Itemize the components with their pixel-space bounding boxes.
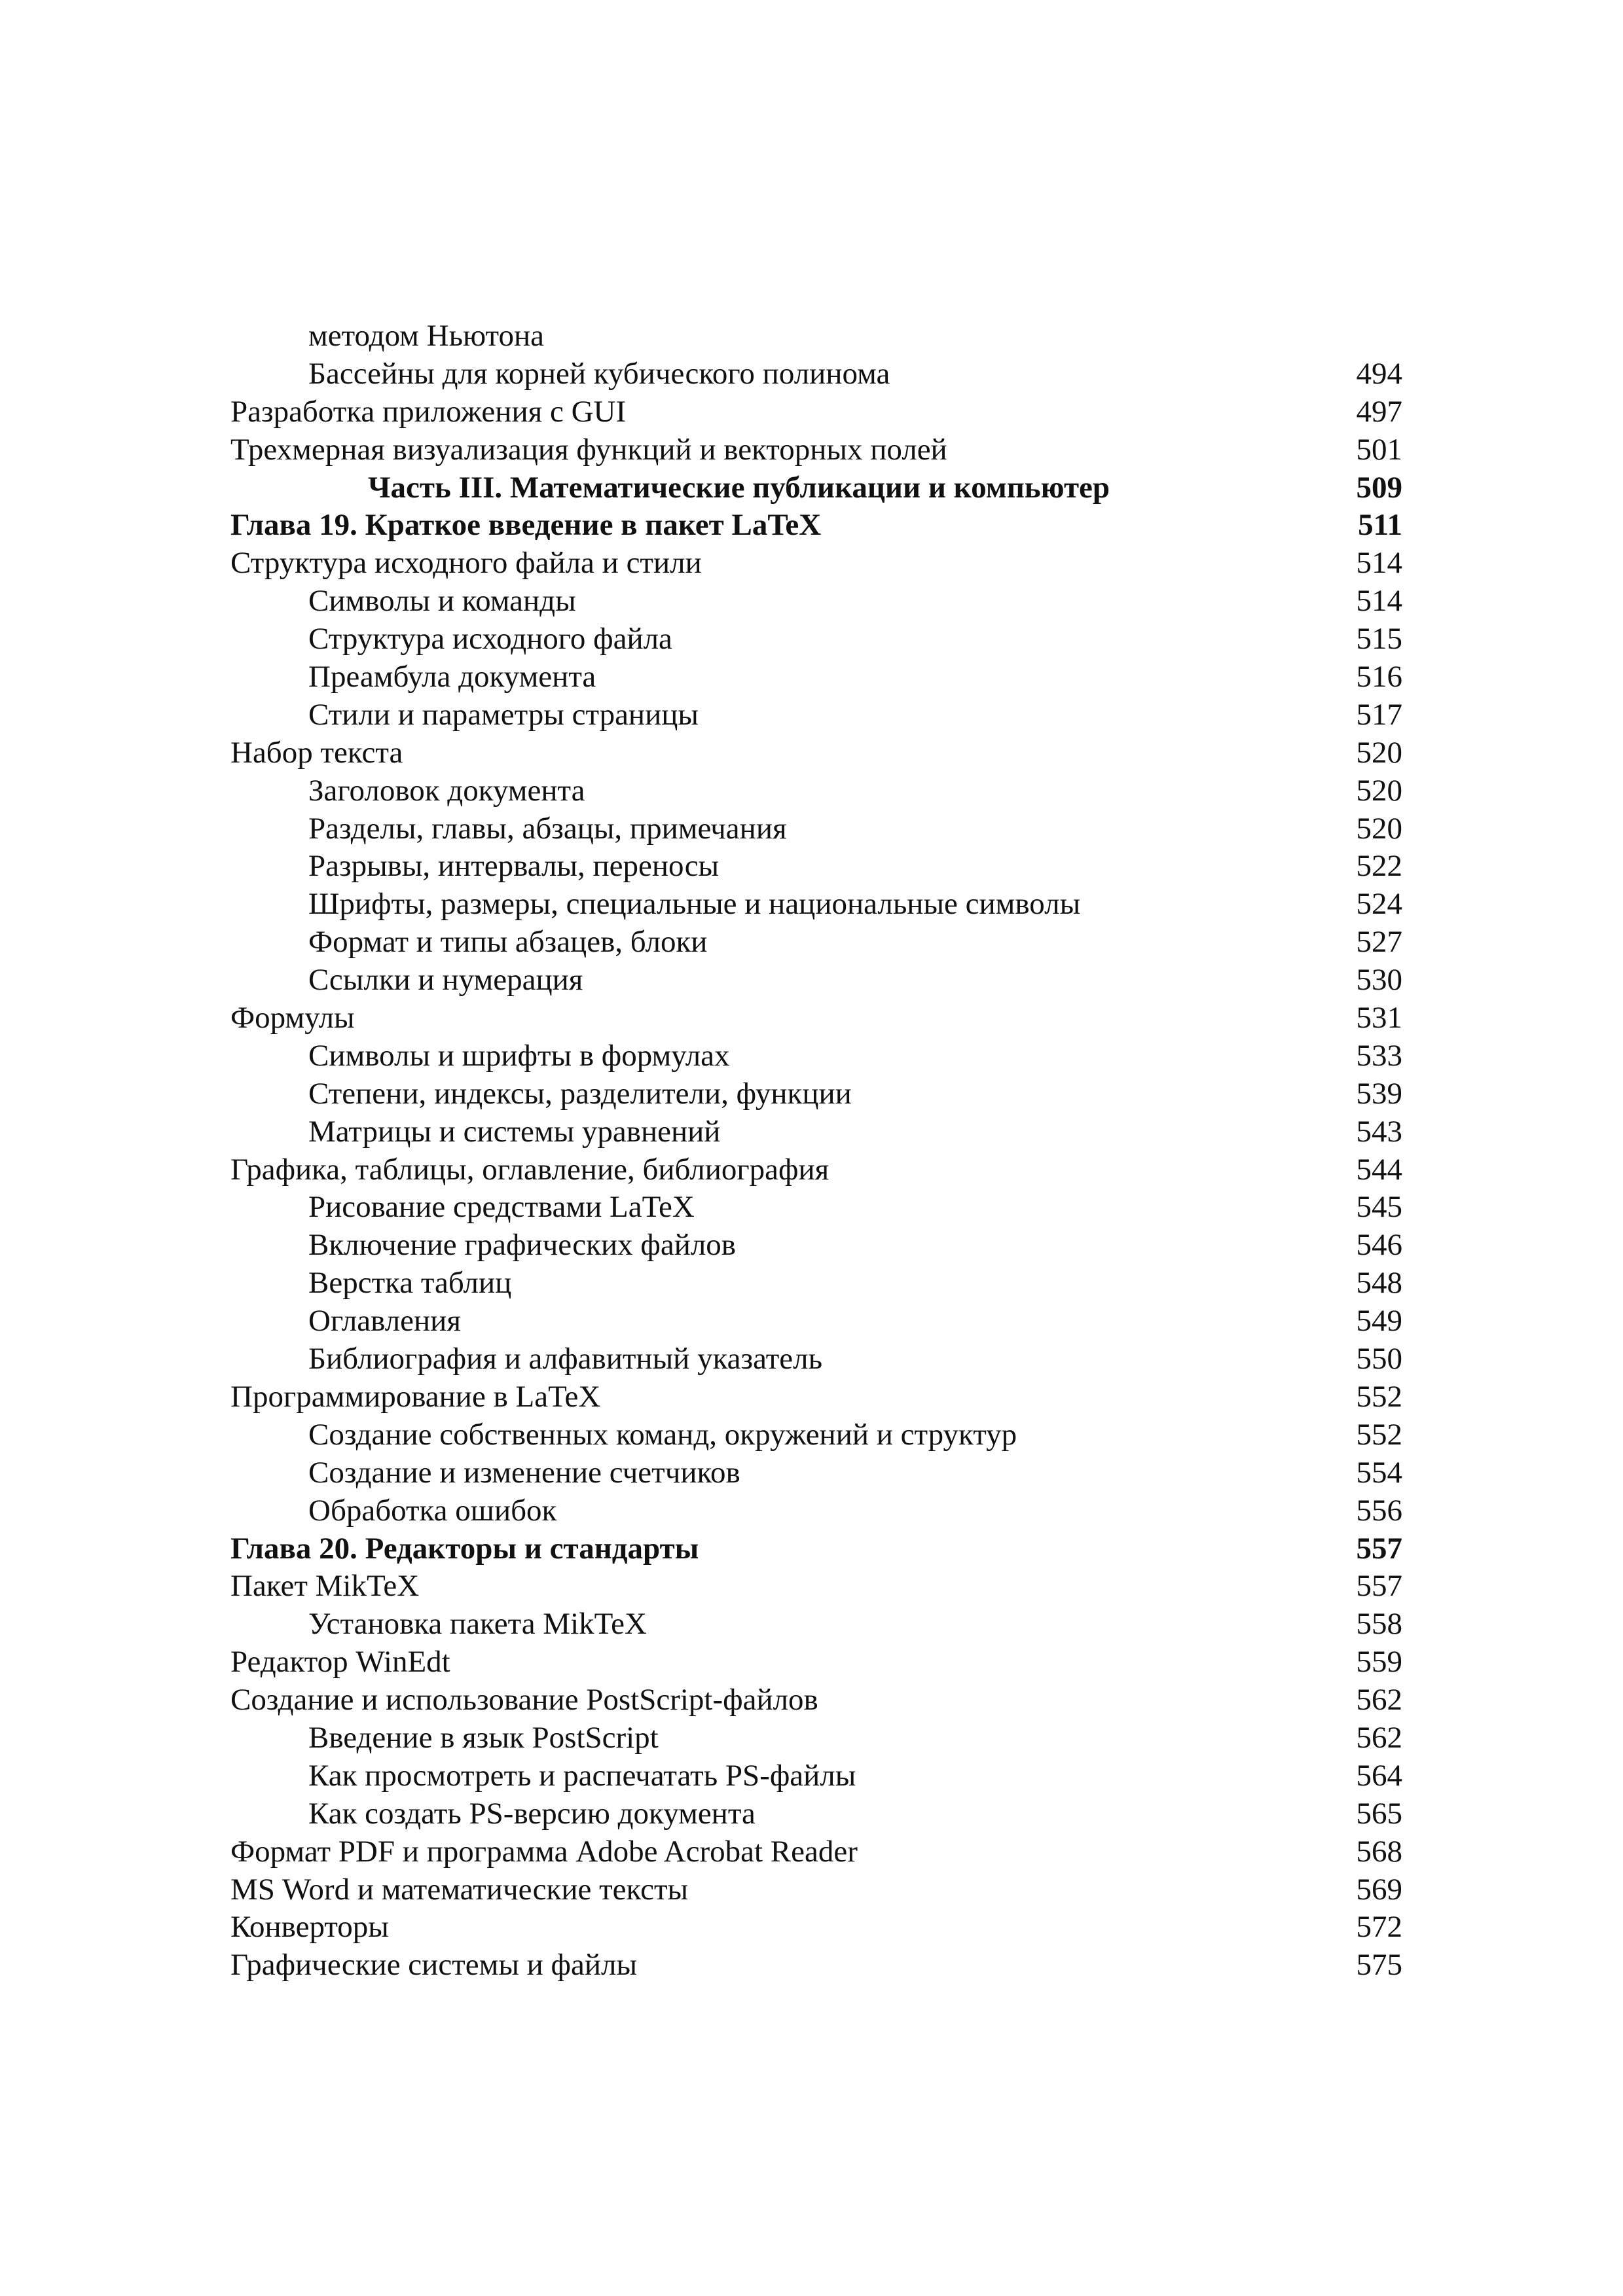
toc-section-entry xyxy=(230,431,1402,469)
toc-part-heading xyxy=(230,469,1402,507)
toc-entry-title: Оглавления xyxy=(308,1304,461,1338)
toc-entry-page-number: 554 xyxy=(1356,1455,1402,1490)
toc-entry-page-number: 568 xyxy=(1356,1834,1402,1869)
toc-subsection-entry xyxy=(230,1757,1402,1795)
toc-entry-title: Включение графических файлов xyxy=(308,1228,736,1263)
toc-entry-page-number: 557 xyxy=(1356,1531,1402,1566)
toc-entry-title: методом Ньютона xyxy=(308,319,544,353)
toc-section-entry xyxy=(230,1151,1402,1189)
toc-section-entry xyxy=(230,1378,1402,1416)
toc-subsection-entry xyxy=(230,1037,1402,1075)
toc-entry-title: Разделы, главы, абзацы, примечания xyxy=(308,811,787,846)
toc-entry-page-number: 572 xyxy=(1356,1910,1402,1945)
toc-section-entry xyxy=(230,1681,1402,1719)
toc-entry-page-number: 559 xyxy=(1356,1645,1402,1679)
toc-entry-title: Ссылки и нумерация xyxy=(308,963,583,997)
toc-entry-title: MS Word и математические тексты xyxy=(230,1872,689,1907)
toc-subsection-entry xyxy=(230,961,1402,999)
toc-entry-page-number: 552 xyxy=(1356,1417,1402,1452)
toc-subsection-entry xyxy=(230,317,1402,355)
toc-subsection-entry xyxy=(230,1113,1402,1151)
toc-subsection-entry xyxy=(230,1605,1402,1643)
toc-entry-title: Преамбула документа xyxy=(308,660,596,694)
toc-section-entry xyxy=(230,1833,1402,1871)
toc-entry-page-number: 514 xyxy=(1356,584,1402,619)
toc-entry-title: Создание собственных команд, окружений и структур xyxy=(308,1417,1017,1452)
toc-section-entry xyxy=(230,1568,1402,1605)
toc-subsection-entry xyxy=(230,1416,1402,1454)
toc-section-entry xyxy=(230,734,1402,772)
toc-section-entry xyxy=(230,999,1402,1037)
toc-entry-title: Верстка таблиц xyxy=(308,1266,512,1300)
toc-entry-title: Программирование в LaTeX xyxy=(230,1379,601,1414)
toc-subsection-entry xyxy=(230,924,1402,961)
toc-section-entry xyxy=(230,1871,1402,1909)
toc-entry-page-number: 564 xyxy=(1356,1758,1402,1793)
toc-subsection-entry xyxy=(230,772,1402,810)
toc-subsection-entry xyxy=(230,848,1402,886)
toc-entry-page-number: 501 xyxy=(1356,432,1402,467)
toc-subsection-entry xyxy=(230,886,1402,924)
toc-entry-title: Глава 20. Редакторы и стандарты xyxy=(230,1531,699,1566)
toc-entry-page-number: 511 xyxy=(1358,508,1402,543)
toc-subsection-entry xyxy=(230,1302,1402,1340)
toc-entry-page-number: 520 xyxy=(1356,811,1402,846)
toc-entry-page-number: 543 xyxy=(1356,1114,1402,1149)
toc-entry-page-number: 494 xyxy=(1356,356,1402,391)
toc-entry-page-number: 524 xyxy=(1356,887,1402,922)
toc-chapter-heading xyxy=(230,1530,1402,1568)
toc-entry-page-number: 530 xyxy=(1356,963,1402,997)
toc-subsection-entry xyxy=(230,355,1402,393)
toc-chapter-heading xyxy=(230,507,1402,545)
toc-entry-page-number: 515 xyxy=(1356,622,1402,656)
toc-entry-title: Набор текста xyxy=(230,735,403,770)
toc-entry-page-number: 558 xyxy=(1356,1607,1402,1641)
toc-entry-title: Глава 19. Краткое введение в пакет LaTeX xyxy=(230,508,822,543)
toc-entry-page-number: 514 xyxy=(1356,546,1402,581)
toc-entry-title: Структура исходного файла и стили xyxy=(230,546,702,581)
toc-entry-page-number: 531 xyxy=(1356,1001,1402,1035)
toc-entry-title: Конверторы xyxy=(230,1910,389,1945)
toc-entry-page-number: 520 xyxy=(1356,773,1402,808)
toc-entry-title: Формат PDF и программа Adobe Acrobat Reader xyxy=(230,1834,858,1869)
toc-entry-title: Создание и использование PostScript-файлов xyxy=(230,1683,818,1717)
toc-entry-page-number: 509 xyxy=(1356,470,1402,505)
toc-entry-page-number: 545 xyxy=(1356,1190,1402,1225)
toc-entry-title: Разрывы, интервалы, переносы xyxy=(308,849,720,884)
toc-entry-page-number: 520 xyxy=(1356,735,1402,770)
toc-entry-page-number: 565 xyxy=(1356,1796,1402,1831)
toc-entry-page-number: 533 xyxy=(1356,1038,1402,1073)
toc-entry-title: Символы и команды xyxy=(308,584,576,619)
toc-subsection-entry xyxy=(230,1492,1402,1530)
toc-entry-page-number: 527 xyxy=(1356,925,1402,960)
toc-entry-title: Заголовок документа xyxy=(308,773,585,808)
toc-section-entry xyxy=(230,1643,1402,1681)
toc-entry-title: Часть III. Математические публикации и компьютер xyxy=(368,470,1110,505)
toc-entry-page-number: 556 xyxy=(1356,1493,1402,1528)
toc-entry-title: Степени, индексы, разделители, функции xyxy=(308,1076,852,1111)
toc-entry-page-number: 517 xyxy=(1356,697,1402,732)
toc-subsection-entry xyxy=(230,658,1402,696)
toc-entry-title: Создание и изменение счетчиков xyxy=(308,1455,740,1490)
toc-subsection-entry xyxy=(230,1719,1402,1757)
toc-entry-title: Матрицы и системы уравнений xyxy=(308,1114,721,1149)
toc-section-entry xyxy=(230,545,1402,583)
toc-entry-title: Формат и типы абзацев, блоки xyxy=(308,925,708,960)
toc-entry-title: Формулы xyxy=(230,1001,355,1035)
toc-entry-title: Как просмотреть и распечатать PS-файлы xyxy=(308,1758,856,1793)
toc-entry-page-number: 569 xyxy=(1356,1872,1402,1907)
toc-entry-page-number: 575 xyxy=(1356,1948,1402,1982)
toc-entry-page-number: 544 xyxy=(1356,1152,1402,1187)
toc-entry-title: Библиография и алфавитный указатель xyxy=(308,1342,823,1376)
toc-entry-page-number: 539 xyxy=(1356,1076,1402,1111)
toc-entry-page-number: 550 xyxy=(1356,1342,1402,1376)
toc-entry-page-number: 562 xyxy=(1356,1720,1402,1755)
toc-entry-title: Как создать PS-версию документа xyxy=(308,1796,756,1831)
toc-entry-page-number: 497 xyxy=(1356,394,1402,429)
toc-entry-page-number: 546 xyxy=(1356,1228,1402,1263)
toc-subsection-entry xyxy=(230,696,1402,734)
toc-section-entry xyxy=(230,393,1402,431)
toc-entry-title: Введение в язык PostScript xyxy=(308,1720,659,1755)
toc-entry-page-number: 516 xyxy=(1356,660,1402,694)
toc-entry-page-number: 549 xyxy=(1356,1304,1402,1338)
toc-entry-page-number: 552 xyxy=(1356,1379,1402,1414)
toc-entry-title: Рисование средствами LaTeX xyxy=(308,1190,695,1225)
toc-entry-title: Разработка приложения с GUI xyxy=(230,394,627,429)
toc-entry-page-number: 548 xyxy=(1356,1266,1402,1300)
toc-entry-title: Обработка ошибок xyxy=(308,1493,557,1528)
toc-entry-title: Символы и шрифты в формулах xyxy=(308,1038,730,1073)
toc-entry-title: Графика, таблицы, оглавление, библиография xyxy=(230,1152,830,1187)
toc-section-entry xyxy=(230,1909,1402,1946)
toc-subsection-entry xyxy=(230,583,1402,620)
toc-entry-page-number: 522 xyxy=(1356,849,1402,884)
toc-entry-title: Бассейны для корней кубического полинома xyxy=(308,356,890,391)
table-of-contents xyxy=(230,317,1402,1984)
toc-subsection-entry xyxy=(230,620,1402,658)
toc-entry-title: Структура исходного файла xyxy=(308,622,672,656)
toc-subsection-entry xyxy=(230,1189,1402,1227)
toc-subsection-entry xyxy=(230,1340,1402,1378)
toc-entry-page-number: 562 xyxy=(1356,1683,1402,1717)
toc-subsection-entry xyxy=(230,1075,1402,1113)
toc-entry-title: Пакет MikTeX xyxy=(230,1569,420,1604)
toc-entry-title: Редактор WinEdt xyxy=(230,1645,450,1679)
toc-entry-title: Шрифты, размеры, специальные и национальные символы xyxy=(308,887,1081,922)
toc-entry-title: Трехмерная визуализация функций и векторных полей xyxy=(230,432,947,467)
toc-subsection-entry xyxy=(230,1265,1402,1302)
toc-subsection-entry xyxy=(230,1795,1402,1833)
toc-subsection-entry xyxy=(230,1454,1402,1492)
toc-entry-title: Графические системы и файлы xyxy=(230,1948,638,1982)
toc-entry-page-number: 557 xyxy=(1356,1569,1402,1604)
toc-subsection-entry xyxy=(230,810,1402,848)
toc-section-entry xyxy=(230,1946,1402,1984)
toc-entry-title: Стили и параметры страницы xyxy=(308,697,699,732)
toc-entry-title: Установка пакета MikTeX xyxy=(308,1607,647,1641)
toc-subsection-entry xyxy=(230,1227,1402,1265)
